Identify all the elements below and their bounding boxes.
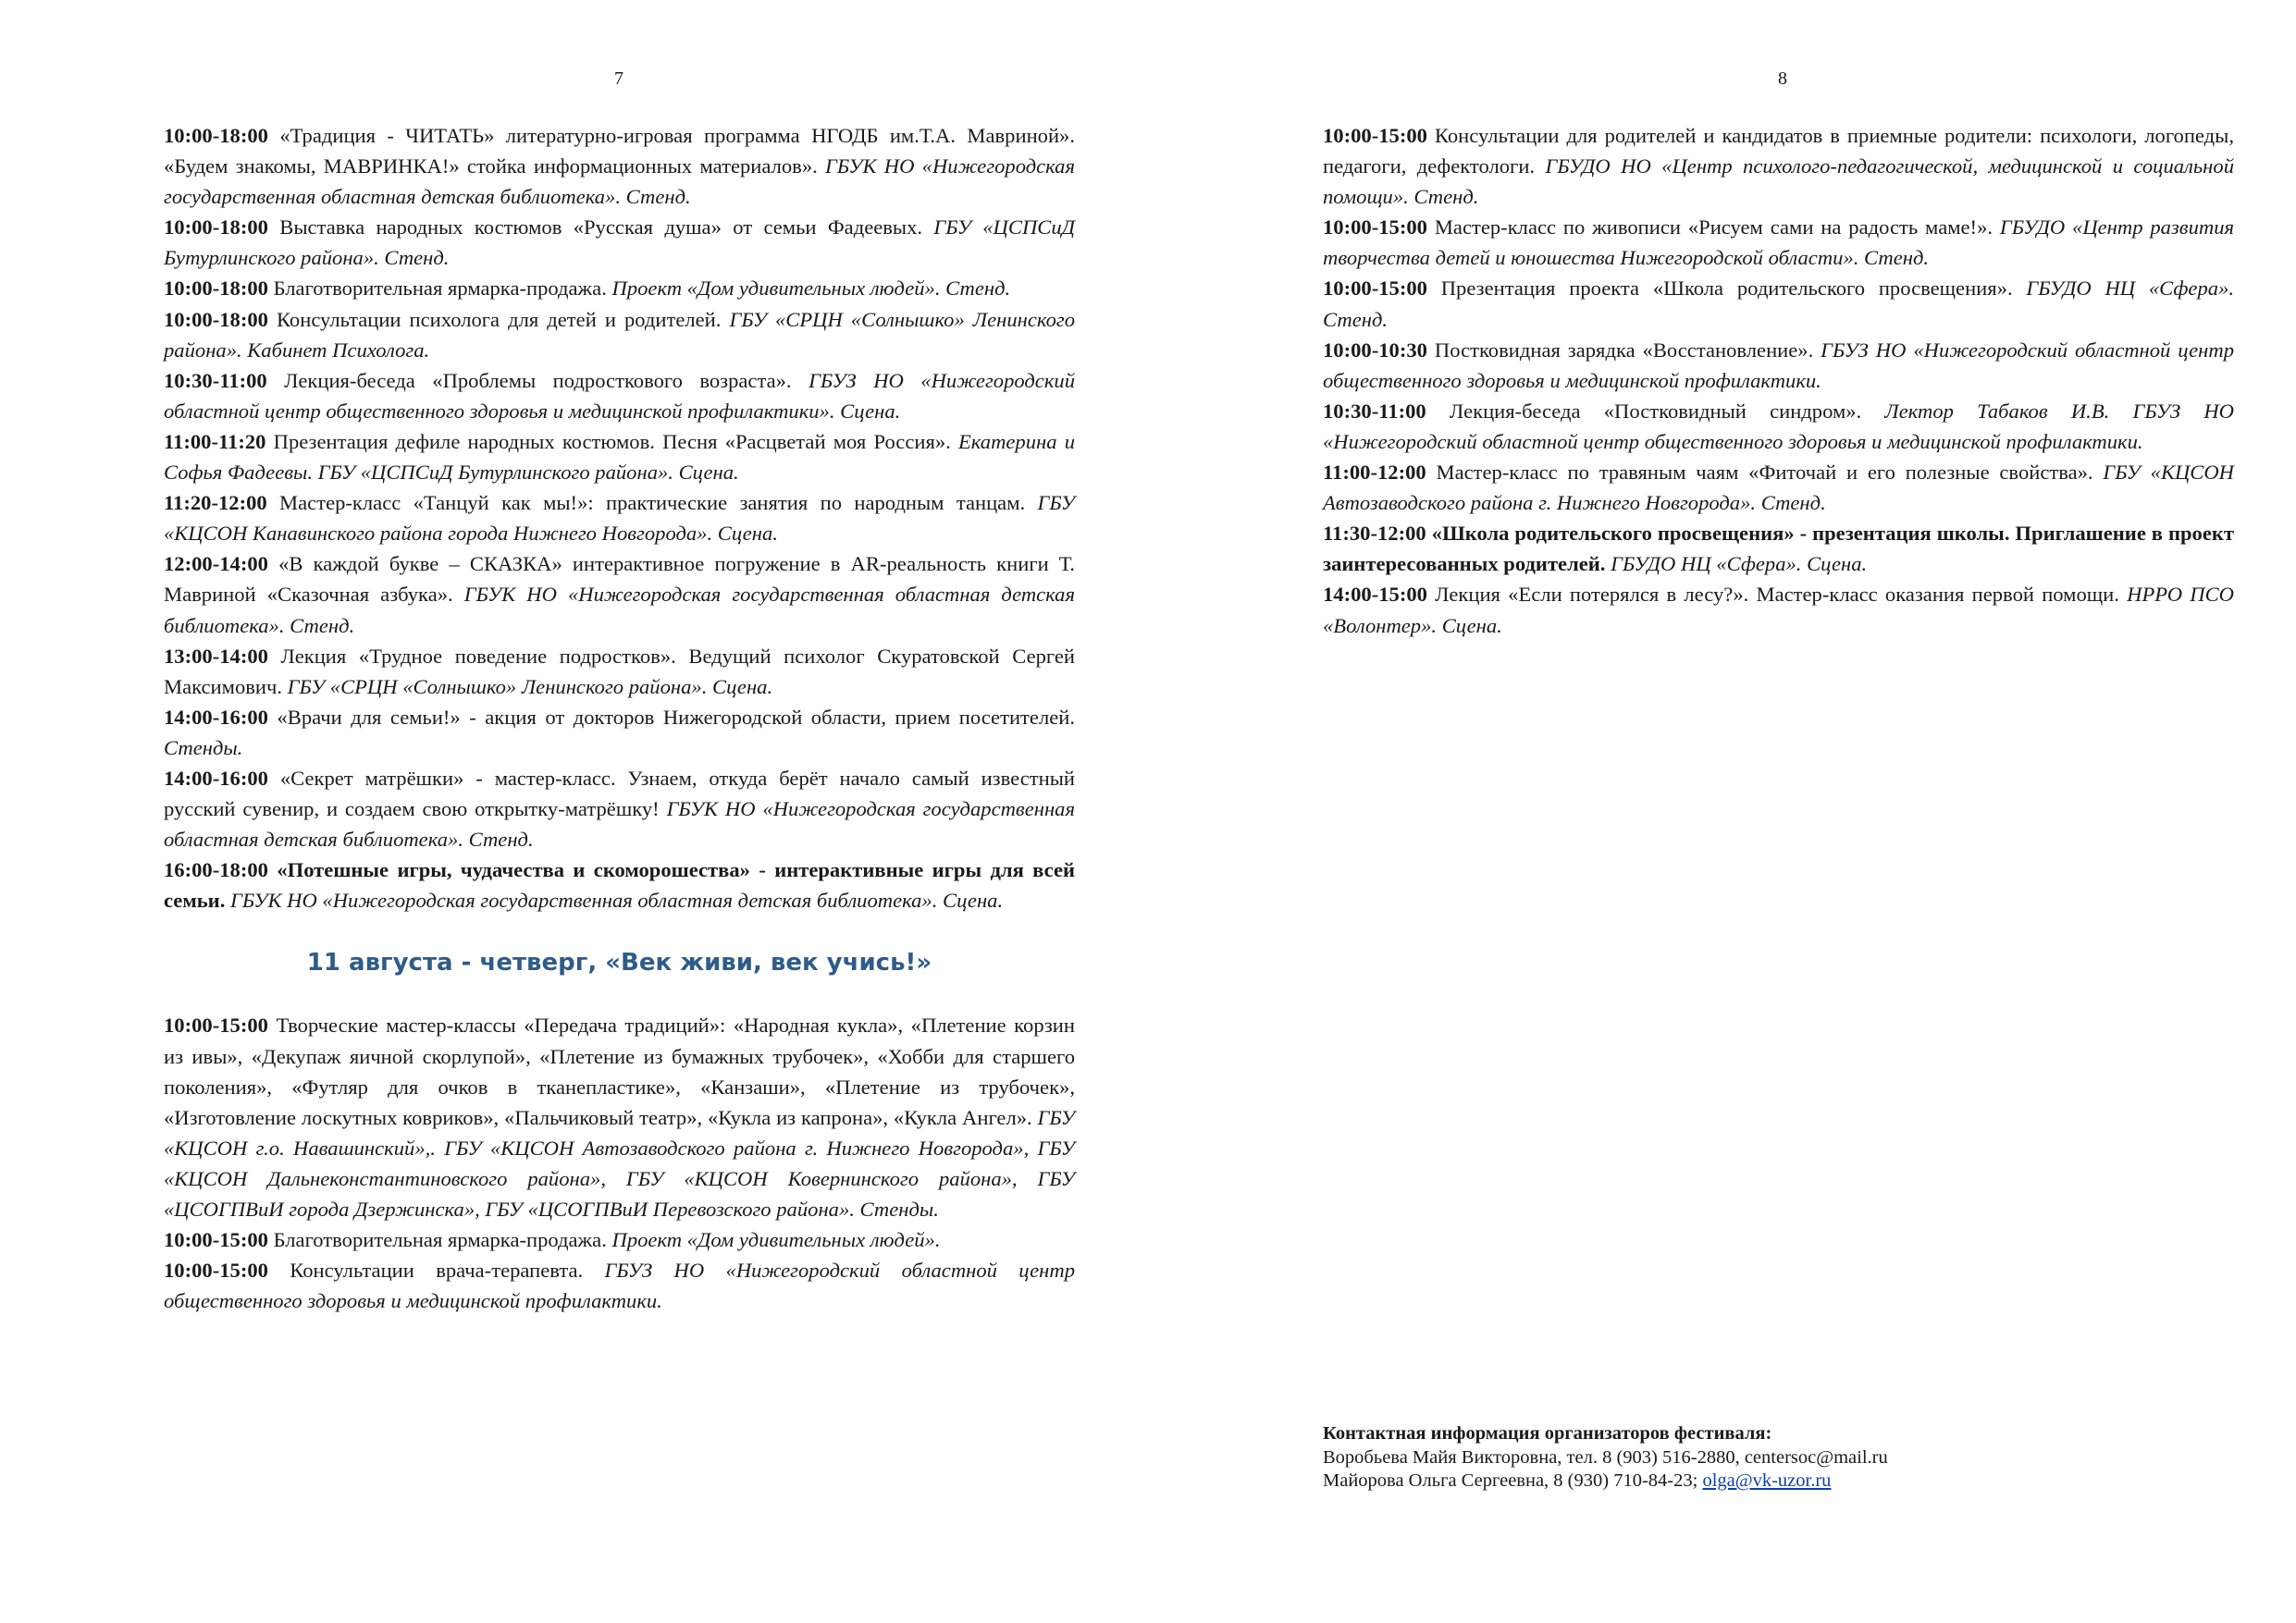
- schedule-entry: [1323, 457, 2234, 518]
- entry-organizer: ГБУК НО «Нижегородская государственная областная детская библиотека». Стенд.: [164, 797, 1075, 852]
- entry-description: Консультации для родителей и кандидатов в приемные родители: психологи, логопеды, педагоги, дефектологи.: [1323, 124, 2234, 178]
- entry-organizer: ГБУДО НО «Центр психолого-педагогической, медицинской и социальной помощи». Стенд.: [1323, 154, 2234, 209]
- schedule-entry: [1323, 212, 2234, 273]
- page-number: 7: [614, 68, 623, 89]
- entry-time: 10:00-15:00: [164, 1259, 268, 1283]
- schedule-entry: [164, 702, 1075, 763]
- schedule-entry: [1323, 396, 2234, 457]
- schedule-entry: [164, 855, 1075, 916]
- entry-description: Лекция-беседа «Постковидный синдром».: [1426, 399, 1885, 423]
- schedule-entry: [1323, 579, 2234, 640]
- schedule-list: [164, 120, 1075, 916]
- entry-time: 10:00-15:00: [164, 1014, 268, 1038]
- entry-organizer: ГБУЗ НО «Нижегородский областной центр общественного здоровья и медицинской профилактики». Сцена.: [164, 368, 1075, 423]
- schedule-entry: [164, 212, 1075, 273]
- entry-time: 10:00-10:30: [1323, 338, 1427, 362]
- schedule-entry: [1323, 335, 2234, 396]
- schedule-entry: [164, 1010, 1075, 1224]
- entry-description: Лекция-беседа «Проблемы подросткового возраста».: [266, 368, 809, 392]
- entry-organizer: ГБУ «СРЦН «Солнышко» Ленинского района». Кабинет Психолога.: [164, 307, 1075, 362]
- entry-time: 13:00-14:00: [164, 644, 268, 668]
- entry-description: Мастер-класс по живописи «Рисуем сами на радость маме!».: [1426, 215, 2000, 240]
- entry-description: «Традиция - ЧИТАТЬ» литературно-игровая программа НГОДБ им.Т.А. Мавриной». «Будем знакомы, МАВРИНКА!» стойка информационных материалов».: [164, 124, 1075, 178]
- entry-time: 10:30-11:00: [164, 368, 267, 392]
- contacts-title: Контактная информация организаторов фестиваля:: [1323, 1423, 1772, 1444]
- entry-time: 10:00-18:00: [164, 124, 268, 147]
- entry-description: Лекция «Если потерялся в лесу?». Мастер-класс оказания первой помощи.: [1426, 583, 2128, 607]
- entry-time: 10:00-18:00: [164, 307, 268, 331]
- entry-time: 14:00-15:00: [1323, 583, 1427, 607]
- entry-bold-title: «Школа родительского просвещения» - презентация школы. Приглашение в проект заинтересованных родителей.: [1323, 522, 2234, 576]
- entry-time: 11:30-12:00: [1323, 522, 1426, 546]
- entry-organizer: ГБУДО НЦ «Сфера». Сцена.: [1611, 552, 1868, 576]
- entry-organizer: Проект «Дом удивительных людей».: [611, 1228, 941, 1252]
- entry-organizer: НРРО ПСО «Волонтер». Сцена.: [1323, 583, 2234, 637]
- entry-description: Постковидная зарядка «Восстановление».: [1426, 338, 1821, 362]
- entry-organizer: Проект «Дом удивительных людей». Стенд.: [611, 277, 1011, 301]
- entry-time: 12:00-14:00: [164, 552, 268, 576]
- entry-organizer: ГБУК НО «Нижегородская государственная областная детская библиотека». Стенд.: [164, 583, 1075, 637]
- entry-organizer: ГБУЗ НО «Нижегородский областной центр общественного здоровья и медицинской профилактики.: [1323, 338, 2234, 392]
- entry-description: «Секрет матрёшки» - мастер-класс. Узнаем, откуда берёт начало самый известный русский сувенир, и создаем свою открытку-матрёшку!: [164, 766, 1075, 821]
- entry-time: 11:00-12:00: [1323, 461, 1426, 485]
- schedule-entry: [1323, 518, 2234, 579]
- entry-description: Презентация проекта «Школа родительского просвещения».: [1426, 277, 2027, 301]
- contact-line: [1323, 1469, 2234, 1494]
- schedule-list: [164, 1010, 1075, 1316]
- entry-time: 11:20-12:00: [164, 491, 267, 515]
- schedule-entry: [164, 487, 1075, 548]
- entry-time: 10:00-18:00: [164, 215, 268, 240]
- schedule-entry: [1323, 273, 2234, 334]
- entry-description: Консультации психолога для детей и родителей.: [267, 307, 730, 331]
- entry-description: «Врачи для семьи!» - акция от докторов Нижегородской области, прием посетителей.: [267, 705, 1075, 729]
- entry-time: 16:00-18:00: [164, 858, 268, 882]
- entry-description: Благотворительная ярмарка-продажа.: [267, 1228, 612, 1252]
- entry-description: Благотворительная ярмарка-продажа.: [267, 277, 612, 301]
- entry-bold-title: «Потешные игры, чудачества и скоморошества» - интерактивные игры для всей семьи.: [164, 858, 1075, 913]
- contacts-block: [1323, 1422, 2234, 1494]
- entry-time: 14:00-16:00: [164, 705, 268, 729]
- contact-line: Воробьева Майя Викторовна, тел. 8 (903) 516-2880, centersoc@mail.ru: [1323, 1446, 1888, 1468]
- schedule-entry: [164, 548, 1075, 640]
- entry-description: Мастер-класс «Танцуй как мы!»: практические занятия по народным танцам.: [266, 491, 1038, 515]
- day-heading: 11 августа - четверг, «Век живи, век учись!»: [306, 949, 932, 977]
- entry-description: «В каждой букве – СКАЗКА» интерактивное погружение в AR-реальность книги Т. Мавриной «Сказочная азбука».: [164, 552, 1075, 607]
- entry-organizer: ГБУ «КЦСОН Автозаводского района г. Нижнего Новгорода». Стенд.: [1323, 461, 2234, 515]
- entry-organizer: Екатерина и Софья Фадеевы. ГБУ «ЦСПСиД Бутурлинского района». Сцена.: [164, 429, 1075, 485]
- entry-organizer: Стенды.: [164, 735, 243, 759]
- entry-time: 10:00-15:00: [1323, 124, 1427, 147]
- entry-time: 10:00-18:00: [164, 277, 268, 301]
- email-link[interactable]: olga@vk-uzor.ru: [1702, 1470, 1832, 1491]
- entry-organizer: ГБУ «ЦСПСиД Бутурлинского района». Стенд.: [164, 215, 1075, 270]
- entry-organizer: Лектор Табаков И.В. ГБУЗ НО «Нижегородский областной центр общественного здоровья и медицинской профилактики.: [1323, 399, 2234, 453]
- entry-organizer: ГБУ «КЦСОН Канавинского района города Нижнего Новгорода». Сцена.: [164, 491, 1075, 546]
- right-column: [1323, 120, 2234, 641]
- left-column: [164, 120, 1075, 1316]
- entry-time: 11:00-11:20: [164, 429, 266, 453]
- entry-organizer: ГБУ «КЦСОН г.о. Навашинский»,. ГБУ «КЦСОН Автозаводского района г. Нижнего Новгорода», ГБУ «КЦСОН Дальнеконстантиновского района», ГБУ «КЦСОН Ковернинского района», ГБУ «ЦСОГПВиИ города Дзержинска», ГБУ «ЦСОГПВиИ Перевозского района». Стенды.: [164, 1105, 1075, 1221]
- schedule-list: [1323, 120, 2234, 641]
- entry-organizer: ГБУЗ НО «Нижегородский областной центр общественного здоровья и медицинской профилактики.: [164, 1259, 1075, 1313]
- schedule-entry: [164, 304, 1075, 365]
- schedule-entry: [164, 1255, 1075, 1316]
- entry-time: 14:00-16:00: [164, 766, 268, 790]
- schedule-entry: [164, 273, 1075, 303]
- entry-time: 10:30-11:00: [1323, 399, 1426, 423]
- entry-description: Презентация дефиле народных костюмов. Песня «Расцветай моя Россия».: [265, 429, 958, 453]
- entry-description: Мастер-класс по травяным чаям «Фиточай и его полезные свойства».: [1426, 461, 2104, 485]
- schedule-entry: [164, 120, 1075, 212]
- schedule-entry: [164, 365, 1075, 426]
- entry-organizer: ГБУДО «Центр развития творчества детей и юношества Нижегородской области». Стенд.: [1323, 215, 2235, 270]
- schedule-entry: [164, 641, 1075, 702]
- schedule-entry: [164, 1224, 1075, 1255]
- schedule-entry: [164, 426, 1075, 487]
- entry-description: Консультации врача-терапевта.: [267, 1259, 605, 1283]
- schedule-entry: [1323, 120, 2234, 212]
- entry-organizer: ГБУК НО «Нижегородская государственная областная детская библиотека». Стенд.: [164, 154, 1075, 209]
- entry-organizer: ГБУК НО «Нижегородская государственная областная детская библиотека». Сцена.: [230, 889, 1004, 913]
- entry-description: Выставка народных костюмов «Русская душа» от семьи Фадеевых.: [267, 215, 934, 240]
- page-number: 8: [1778, 68, 1787, 89]
- entry-organizer: ГБУ «СРЦН «Солнышко» Ленинского района». Сцена.: [287, 674, 773, 698]
- entry-time: 10:00-15:00: [1323, 277, 1427, 301]
- schedule-entry: [164, 763, 1075, 855]
- contact-text: Майорова Ольга Сергеевна, 8 (930) 710-84-23;: [1323, 1470, 1703, 1491]
- entry-time: 10:00-15:00: [164, 1228, 268, 1252]
- right-page: [1148, 0, 2296, 1623]
- entry-description: Творческие мастер-классы «Передача традиций»: «Народная кукла», «Плетение корзин из ивы», «Декупаж яичной скорлупой», «Плетение из бумажных трубочек», «Хобби для старшего поколения», «Футляр для очков в тканепластике», «Канзаши», «Плетение из трубочек», «Изготовление лоскутных ковриков», «Пальчиковый театр», «Кукла из капрона», «Кукла Ангел».: [164, 1014, 1075, 1129]
- entry-time: 10:00-15:00: [1323, 215, 1427, 240]
- entry-organizer: ГБУДО НЦ «Сфера». Стенд.: [1323, 277, 2235, 331]
- entry-description: Лекция «Трудное поведение подростков». Ведущий психолог Скуратовской Сергей Максимович.: [164, 644, 1075, 698]
